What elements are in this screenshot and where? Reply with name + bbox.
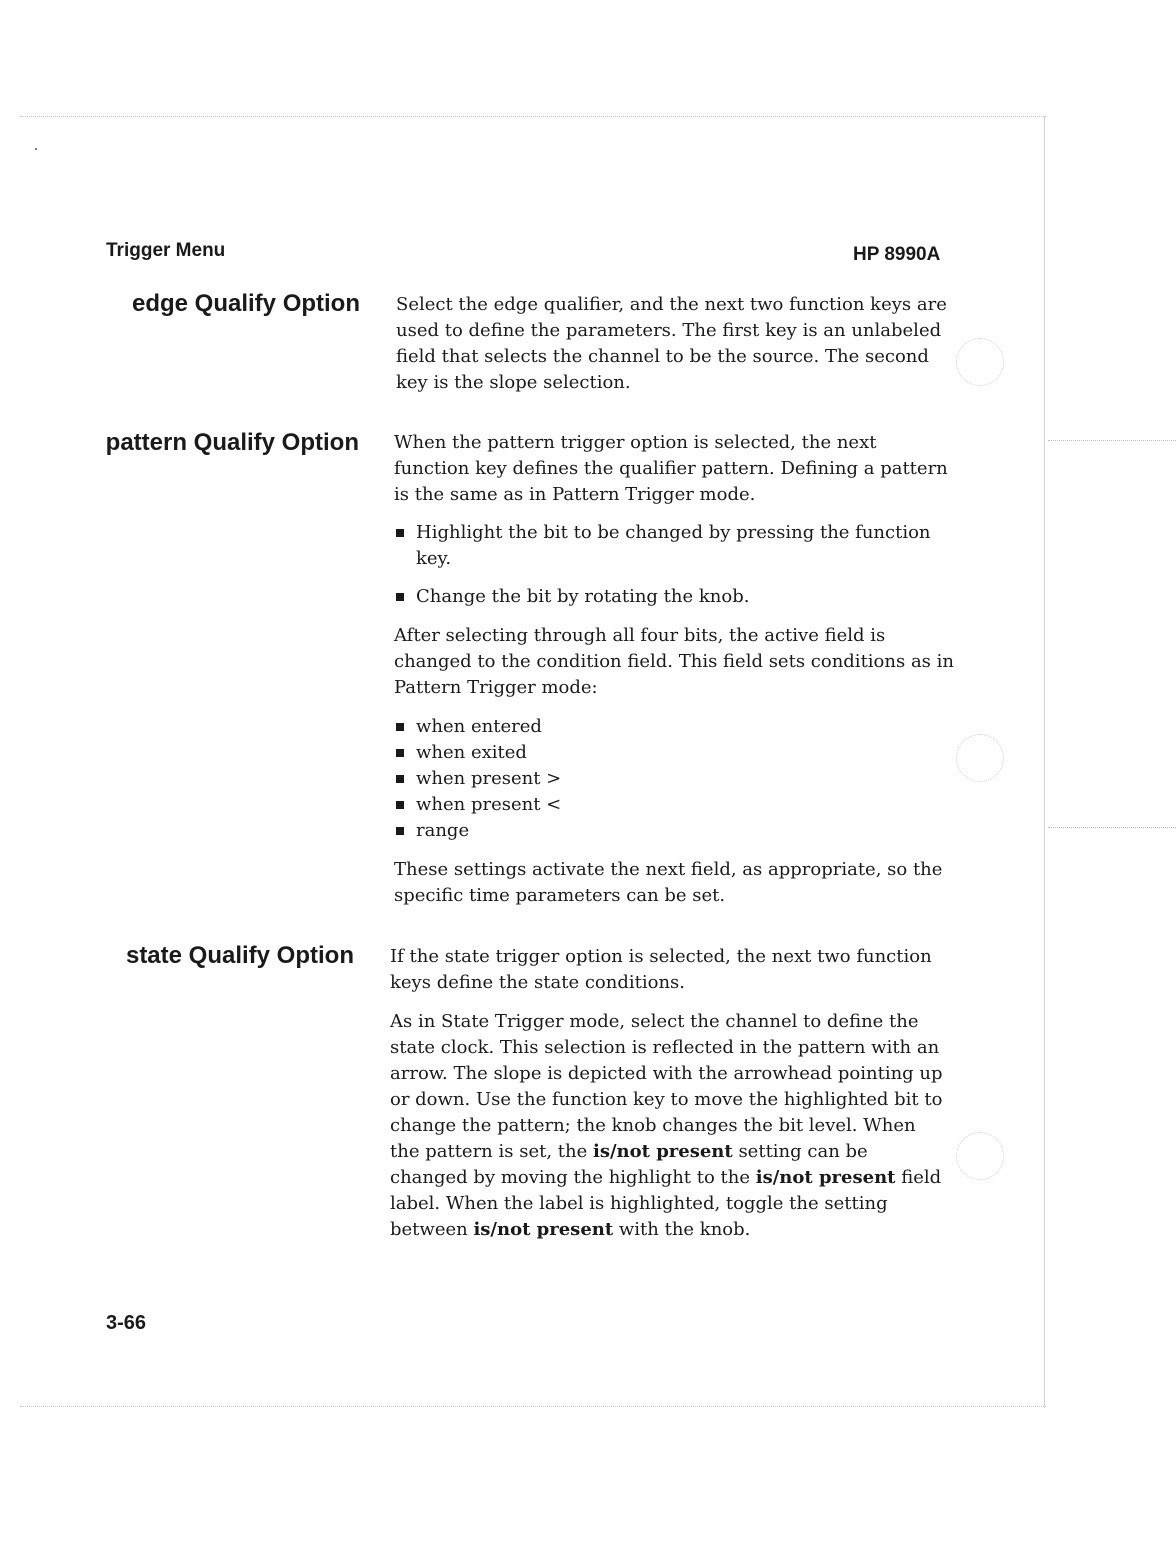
pattern-steps-list [394, 520, 954, 610]
pattern-qualify-body [394, 430, 954, 909]
bullet-icon [396, 775, 404, 783]
bullet-icon [396, 801, 404, 809]
state-qualify-body [390, 944, 950, 1243]
bullet-icon [396, 723, 404, 731]
list-item: when exited [394, 740, 954, 766]
binder-hole [956, 1132, 1004, 1180]
pattern-conditions-list [394, 714, 954, 844]
scan-speck [35, 148, 37, 150]
page-edge-bottom [20, 1406, 1046, 1407]
is-not-present-term: is/not present [473, 1219, 614, 1240]
list-item: Change the bit by rotating the knob. [394, 584, 954, 610]
pattern-closing-paragraph: These settings activate the next field, as appropriate, so the specific time parameters can be set. [394, 859, 943, 906]
bullet-icon [396, 529, 404, 537]
pattern-qualify-intro: When the pattern trigger option is selected, the next function key defines the qualifier pattern. Defining a pattern is the same as in Pattern Trigger mode. [394, 432, 948, 505]
list-item: when entered [394, 714, 954, 740]
section-tab-mark [1048, 440, 1176, 441]
list-item: when present < [394, 792, 954, 818]
bullet-icon [396, 593, 404, 601]
running-header-section: Trigger Menu [106, 240, 226, 261]
binder-hole [956, 338, 1004, 386]
page-number: 3-66 [106, 1312, 147, 1334]
state-qualify-details: As in State Trigger mode, select the channel to define the state clock. This selection is reflected in the pattern with an arrow. The slope is depicted with the arrowhead pointing up or down. Use the function key to move the highlighted bit to change the pattern; the knob changes the bit level. When the pattern is set, the is/not present setting can be changed by moving the highlight to the is/not present field label. When the label is highlighted, toggle the setting between is/not present with the knob. [390, 1011, 943, 1240]
is-not-present-term: is/not present [592, 1141, 733, 1162]
bullet-icon [396, 749, 404, 757]
bullet-icon [396, 827, 404, 835]
pattern-qualify-heading: pattern Qualify Option [105, 429, 359, 456]
state-qualify-heading: state Qualify Option [125, 942, 354, 969]
page-edge-top [20, 116, 1046, 117]
edge-qualify-body [396, 292, 956, 396]
edge-qualify-paragraph: Select the edge qualifier, and the next two function keys are used to define the parameters. The first key is an unlabeled field that selects the channel to be the source. The second key is the slope selection. [396, 294, 947, 393]
running-header-model: HP 8990A [853, 244, 941, 265]
list-item: range [394, 818, 954, 844]
edge-qualify-heading: edge Qualify Option [131, 290, 360, 317]
pattern-condition-paragraph: After selecting through all four bits, the active field is changed to the condition field. This field sets conditions as in Pattern Trigger mode: [394, 625, 954, 698]
list-item: when present > [394, 766, 954, 792]
binder-hole [956, 734, 1004, 782]
page-edge-right [1044, 116, 1045, 1408]
list-item: Highlight the bit to be changed by pressing the function key. [394, 520, 954, 572]
state-qualify-intro: If the state trigger option is selected, the next two function keys define the state conditions. [390, 946, 932, 993]
is-not-present-term: is/not present [755, 1167, 896, 1188]
section-tab-mark [1048, 827, 1176, 828]
